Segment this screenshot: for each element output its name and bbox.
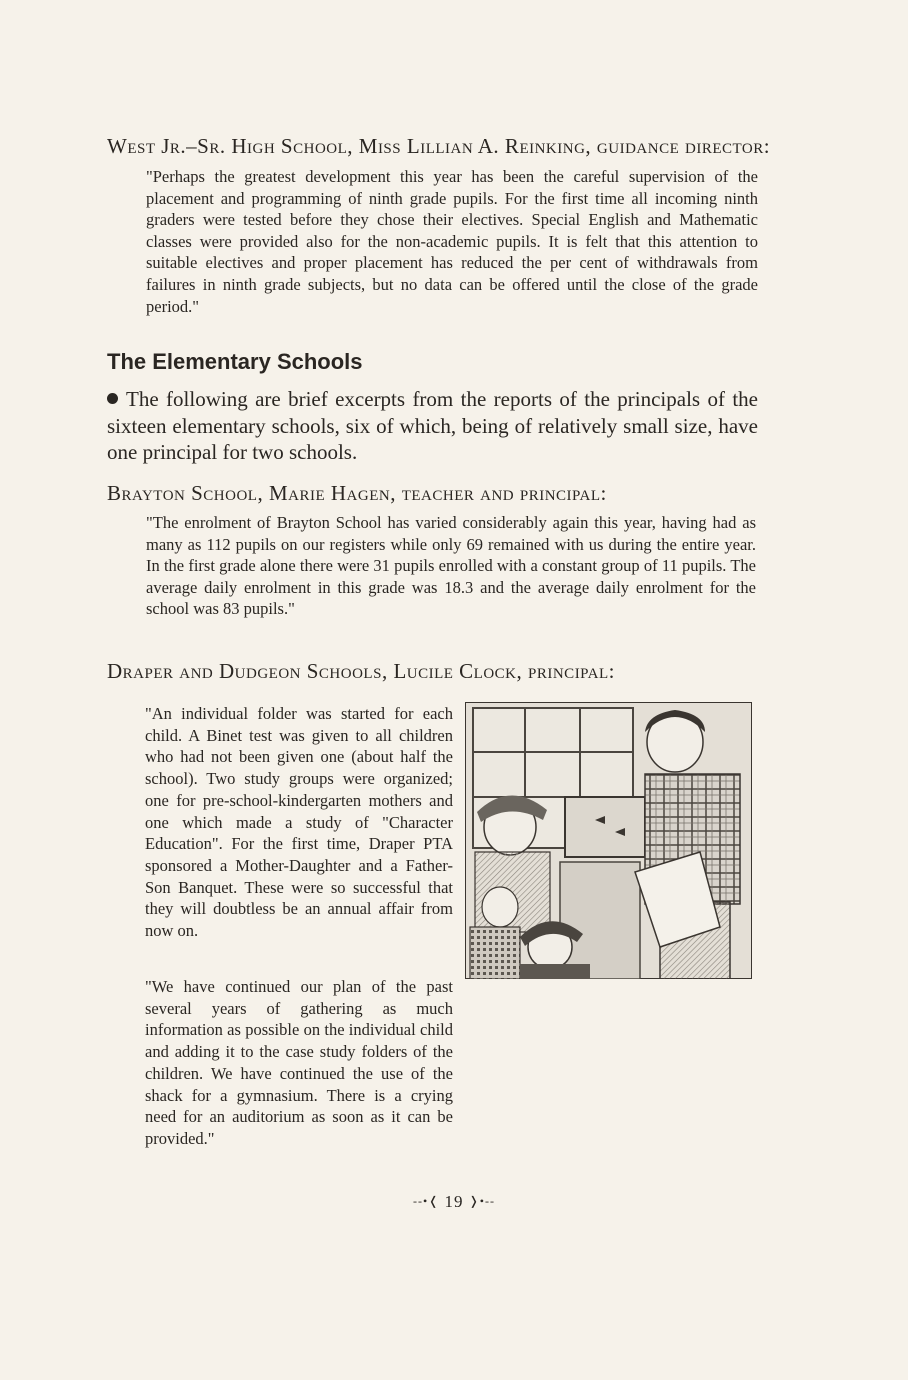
classroom-illustration: [465, 702, 752, 979]
brayton-heading: Brayton School, Marie Hagen, teacher and principal:: [107, 481, 607, 505]
section-title: The Elementary Schools: [107, 349, 363, 374]
page-number-folio: [0, 1192, 908, 1212]
draper-heading: Draper and Dudgeon Schools, Lucile Clock, principal:: [107, 659, 615, 683]
west-school-quote: "Perhaps the greatest development this year has been the careful supervision of the placement and programming of ninth grade pupils. For the first time all incoming ninth graders were tested before they chose their electives. Special English and Mathematic classes were provided also for the non-academic pupils. It is felt that this attention to suitable electives and proper placement has reduced the per cent of withdrawals from failures in ninth grade subjects, but no data can be offered until the close of the grade period.": [146, 167, 758, 316]
brayton-quote: "The enrolment of Brayton School has varied considerably again this year, having had as many as 112 pupils on our registers while only 69 remained with us during the entire year. In the first grade alone there were 31 pupils enrolled with a constant group of 11 pupils. The average daily enrolment in this grade was 18.3 and the average daily enrolment for the school was 83 pupils.": [146, 513, 756, 619]
left-ornament-icon: --•❬: [413, 1194, 440, 1208]
page-number: 19: [444, 1192, 464, 1211]
west-school-heading: West Jr.–Sr. High School, Miss Lillian A. Reinking, guidance director:: [107, 134, 771, 158]
intro-paragraph: [107, 386, 758, 466]
right-ornament-icon: ❭•--: [468, 1194, 495, 1208]
draper-paragraph-1: "An individual folder was started for each child. A Binet test was given to all children who had not been given one (about half the school). Two study groups were organized; one for pre-school-kindergarten mothers and one which made a study of "Character Education". For the first time, Draper PTA sponsored a Mother-Daughter and a Father-Son Banquet. These were so successful that they will doubtless be an annual affair from now on.: [145, 704, 453, 941]
intro-text: The following are brief excerpts from the reports of the principals of the sixteen elementary schools, six of which, being of relatively small size, have one principal for two schools.: [107, 387, 758, 464]
bullet-icon: [107, 393, 118, 404]
draper-paragraph-2: "We have continued our plan of the past several years of gathering as much information as possible on the individual child and adding it to the case study folders of the children. We have continued the use of the shack for a gymnasium. There is a crying need for an auditorium as soon as it can be provided.": [145, 977, 453, 1148]
